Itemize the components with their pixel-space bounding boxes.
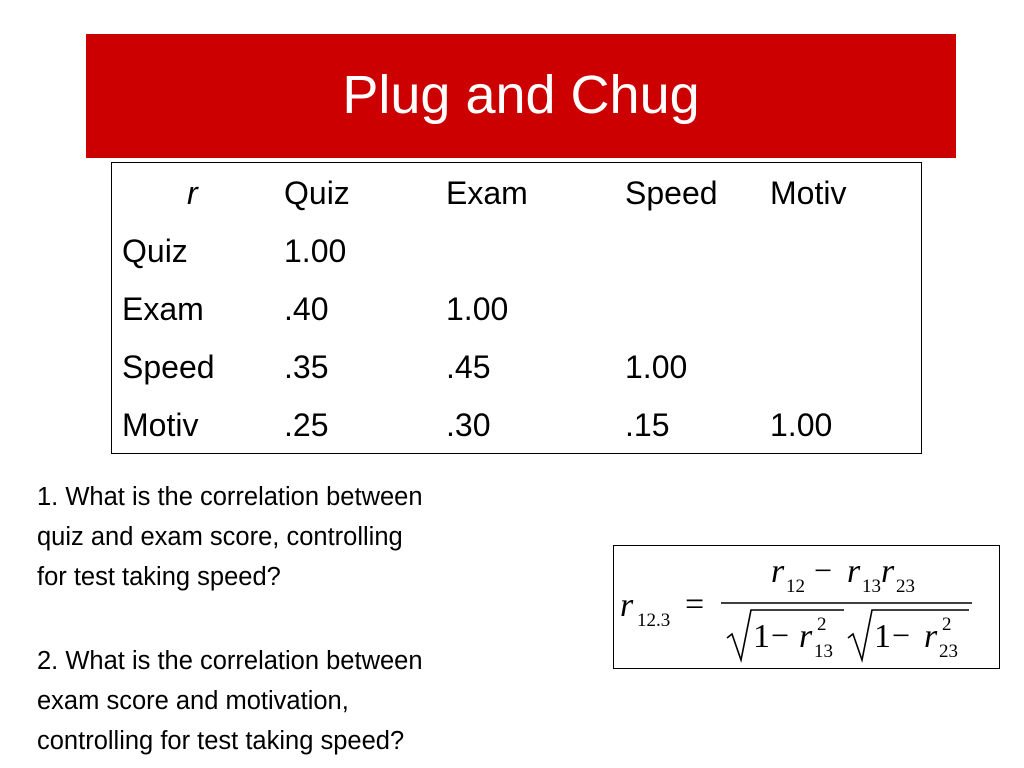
table-cell: .30 bbox=[446, 407, 491, 443]
row-label-exam: Exam bbox=[122, 291, 204, 327]
row-label-quiz: Quiz bbox=[122, 233, 188, 269]
formula-lhs-r: r bbox=[620, 587, 634, 624]
question-1 bbox=[37, 477, 567, 597]
slide-title: Plug and Chug bbox=[342, 65, 700, 125]
formula-num-r2: r bbox=[847, 553, 861, 590]
question-2 bbox=[37, 641, 567, 761]
partial-correlation-formula bbox=[613, 545, 1000, 669]
table-cell: .35 bbox=[284, 349, 329, 385]
formula-num-r1: r bbox=[771, 553, 785, 590]
table-corner-label: r bbox=[187, 175, 198, 211]
question-line: quiz and exam score, controlling bbox=[37, 523, 403, 551]
formula-graphic bbox=[614, 546, 1001, 670]
formula-den-minus-a: − bbox=[771, 617, 790, 653]
question-line: controlling for test taking speed? bbox=[37, 727, 405, 755]
formula-num-sub-23: 23 bbox=[896, 576, 915, 597]
formula-num-sub-13: 13 bbox=[862, 576, 881, 597]
table-cell: .15 bbox=[625, 407, 670, 443]
formula-num-minus: − bbox=[814, 552, 833, 588]
formula-den-one-b: 1 bbox=[874, 618, 891, 655]
formula-den-sub-13: 13 bbox=[814, 641, 833, 662]
formula-den-r-a: r bbox=[799, 618, 813, 655]
formula-den-exp-b: 2 bbox=[942, 614, 952, 635]
formula-num-sub-12: 12 bbox=[786, 576, 805, 597]
column-header-quiz: Quiz bbox=[284, 175, 350, 211]
table-cell: .40 bbox=[284, 291, 329, 327]
formula-num-r3: r bbox=[881, 553, 895, 590]
table-cell: .25 bbox=[284, 407, 329, 443]
formula-equals: = bbox=[685, 586, 705, 623]
formula-den-sub-23: 23 bbox=[939, 641, 958, 662]
row-label-motiv: Motiv bbox=[122, 407, 199, 443]
table-cell: 1.00 bbox=[446, 291, 509, 327]
formula-den-exp-a: 2 bbox=[817, 614, 827, 635]
formula-den-one-a: 1 bbox=[753, 618, 770, 655]
question-line: 1. What is the correlation between bbox=[37, 483, 423, 511]
column-header-motiv: Motiv bbox=[770, 175, 847, 211]
title-banner bbox=[86, 34, 956, 158]
column-header-speed: Speed bbox=[625, 175, 718, 211]
formula-lhs-subscript: 12.3 bbox=[637, 610, 671, 631]
question-line: exam score and motivation, bbox=[37, 687, 349, 715]
formula-den-minus-b: − bbox=[892, 617, 911, 653]
formula-den-r-b: r bbox=[924, 618, 938, 655]
table-cell: 1.00 bbox=[284, 233, 347, 269]
question-line: 2. What is the correlation between bbox=[37, 647, 423, 675]
correlation-table bbox=[111, 162, 922, 454]
table-cell: 1.00 bbox=[770, 407, 833, 443]
table-cell: 1.00 bbox=[625, 349, 688, 385]
column-header-exam: Exam bbox=[446, 175, 528, 211]
row-label-speed: Speed bbox=[122, 349, 215, 385]
question-line: for test taking speed? bbox=[37, 563, 281, 591]
table-cell: .45 bbox=[446, 349, 491, 385]
